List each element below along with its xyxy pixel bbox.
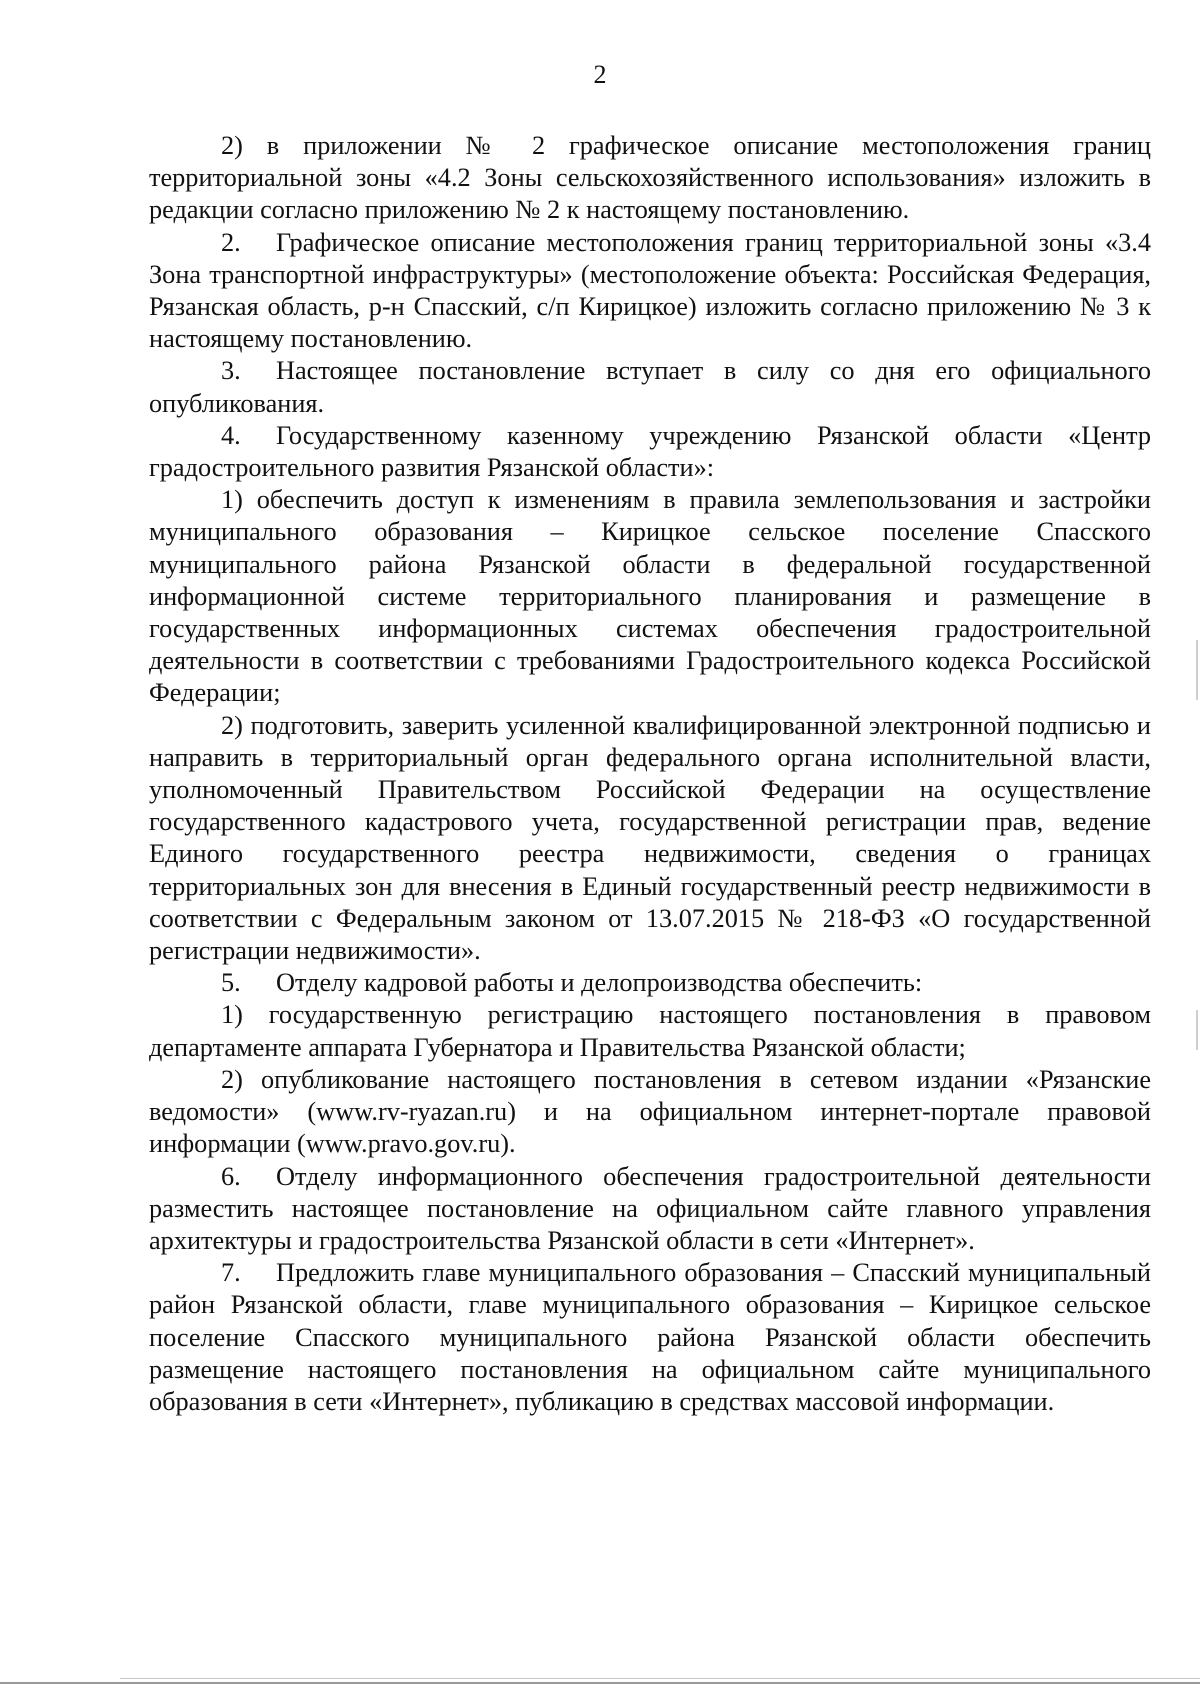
scan-bottom-line [120, 1678, 1200, 1679]
paragraph-number: 5. [221, 968, 241, 998]
paragraph-number: 6. [221, 1161, 241, 1191]
paragraph-number: 3. [221, 356, 241, 386]
paragraph-number: 2. [221, 227, 241, 257]
scan-bottom-edge [0, 1682, 1200, 1684]
paragraph [149, 484, 1151, 709]
paragraph-text: 2) опубликование настоящего постановления в сетевом издании «Рязанские ведомости» (www.rv-ryazan.ru) и на официальном интернет-портале правовой информации (www.pravo.gov.ru). [149, 1064, 1151, 1159]
paragraph-text: 2) подготовить, заверить усиленной квалифицированной электронной подписью и направить в территориальный орган федерального органа исполнительной власти, уполномоченный Правительством Российской Федерации на осуществление государственного кадастрового учета, государственной регистрации прав, ведение Единого государственного реестра недвижимости, сведения о границах территориальных зон для внесения в Единый государственный реестр недвижимости в соответствии с Федеральным законом от 13.07.2015 № 218-ФЗ «О государственной регистрации недвижимости». [149, 710, 1151, 966]
paragraph [149, 967, 1151, 999]
paragraph-text: Отделу информационного обеспечения градостроительной деятельности разместить настоящее постановление на официальном сайте главного управления архитектуры и градостроительства Рязанской области в сети «Интернет». [149, 1161, 1151, 1255]
paragraph [149, 420, 1151, 484]
scan-edge-mark [1196, 640, 1198, 700]
paragraph-text: 2) в приложении № 2 графическое описание местоположения границ территориальной зоны «4.2 Зоны сельскохозяйственного использования» изложить в редакции согласно приложению № 2 к настоящему постановлению. [149, 131, 1151, 225]
page-number: 2 [593, 60, 607, 89]
paragraph-text: Отделу кадровой работы и делопроизводства обеспечить: [276, 968, 923, 998]
paragraph [149, 710, 1151, 968]
paragraph-text: Графическое описание местоположения границ территориальной зоны «3.4 Зона транспортной инфраструктуры» (местоположение объекта: Российская Федерация, Рязанская область, р-н Спасский, с/п Кирицкое) изложить согласно приложению № 3 к настоящему постановлению. [149, 227, 1151, 354]
paragraph-text: Предложить главе муниципального образования – Спасский муниципальный район Рязанской области, главе муниципального образования – Кирицкое сельское поселение Спасского муниципального района Рязанской области обеспечить размещение настоящего постановления на официальном сайте муниципального образования в сети «Интернет», публикацию в средствах массовой информации. [149, 1258, 1151, 1416]
paragraph [149, 355, 1151, 419]
paragraph [149, 1064, 1151, 1161]
paragraph-number: 4. [221, 420, 241, 450]
paragraph [149, 999, 1151, 1063]
scan-edge-mark [1196, 1010, 1198, 1050]
paragraph-text: Государственному казенному учреждению Рязанской области «Центр градостроительного развития Рязанской области»: [149, 420, 1151, 483]
paragraph-text: 1) обеспечить доступ к изменениям в правила землепользования и застройки муниципального образования – Кирицкое сельское поселение Спасского муниципального района Рязанской области в федеральной государственной информационной системе территориального планирования и размещение в государственных информационных системах обеспечения градостроительной деятельности в соответствии с требованиями Градостроительного кодекса Российской Федерации; [149, 485, 1151, 708]
paragraph [149, 130, 1151, 227]
paragraph-text: Настоящее постановление вступает в силу со дня его официального опубликования. [149, 356, 1151, 418]
document-body [149, 130, 1151, 1418]
paragraph [149, 227, 1151, 356]
paragraph [149, 1257, 1151, 1418]
paragraph-text: 1) государственную регистрацию настоящего постановления в правовом департаменте аппарата Губернатора и Правительства Рязанской области; [149, 1000, 1151, 1062]
paragraph-number: 7. [221, 1258, 241, 1288]
paragraph [149, 1161, 1151, 1258]
